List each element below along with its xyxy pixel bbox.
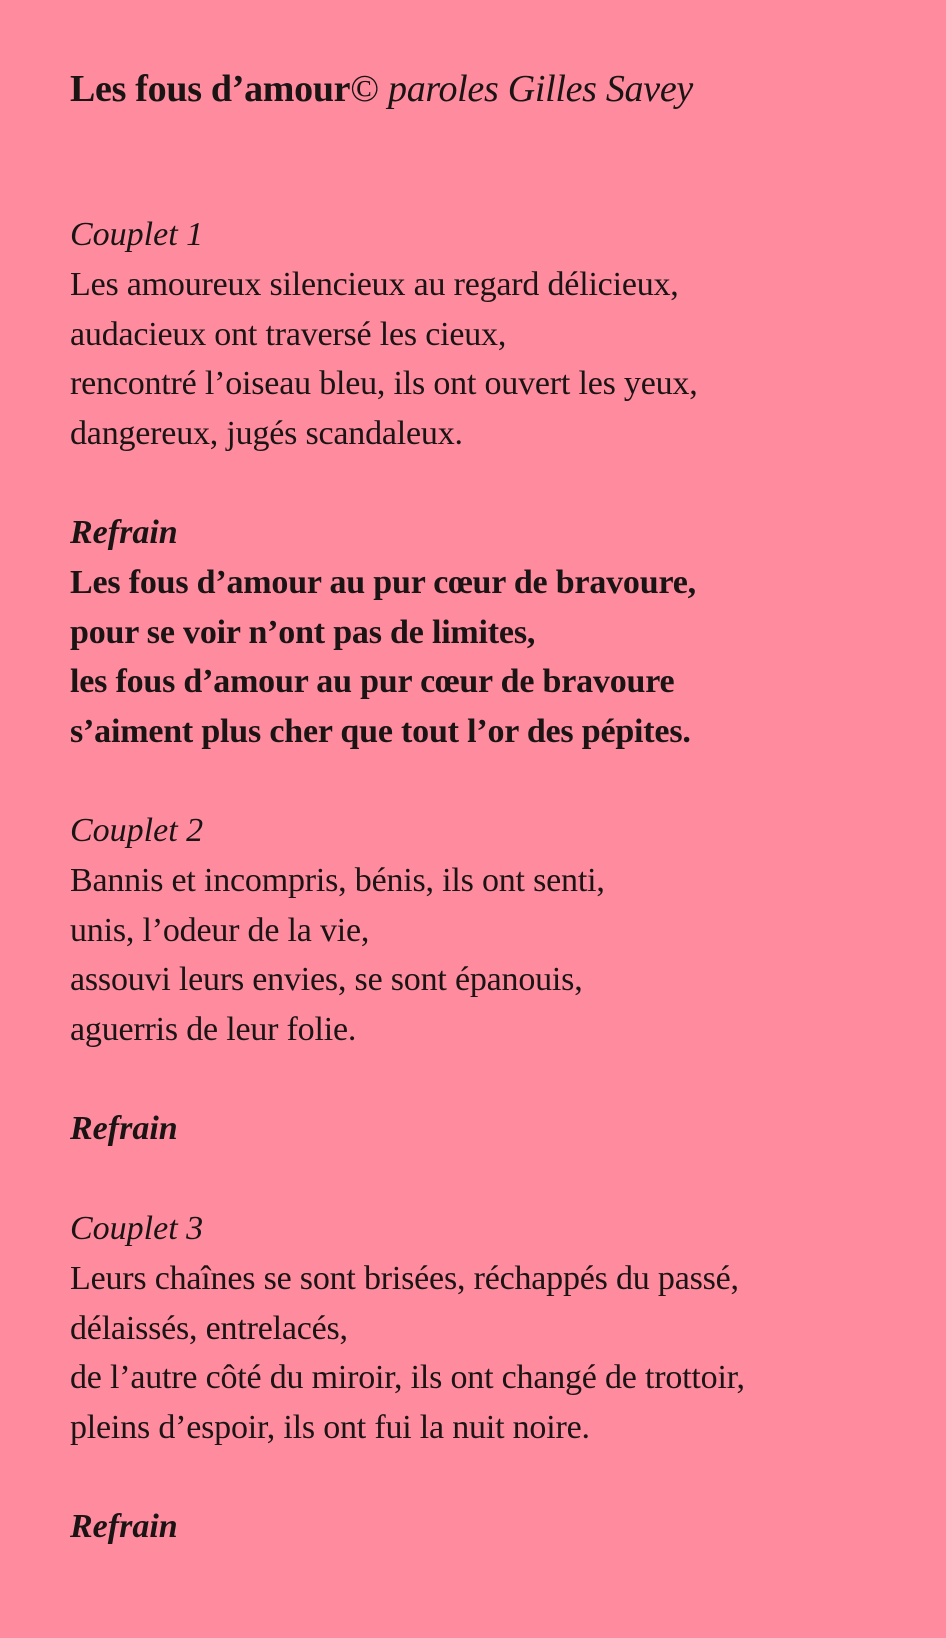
refrain-3 xyxy=(70,1502,946,1552)
refrain-3-label: Refrain xyxy=(70,1508,178,1545)
refrain-line-2: pour se voir n’ont pas de limites, xyxy=(70,613,536,651)
copyright-symbol: © xyxy=(350,68,379,110)
couplet-2-line-2: unis, l’odeur de la vie, xyxy=(70,911,370,949)
couplet-3 xyxy=(70,1204,946,1452)
song-author: paroles Gilles Savey xyxy=(388,68,693,110)
couplet-3-label: Couplet 3 xyxy=(70,1210,204,1247)
couplet-3-line-2: délaissés, entrelacés, xyxy=(70,1309,348,1347)
couplet-1-label: Couplet 1 xyxy=(70,216,204,253)
song-header xyxy=(70,58,946,120)
refrain-1-label: Refrain xyxy=(70,514,178,551)
couplet-2-label: Couplet 2 xyxy=(70,812,204,849)
couplet-1-line-3: rencontré l’oiseau bleu, ils ont ouvert les yeux, xyxy=(70,365,698,402)
refrain-line-4: s’aiment plus cher que tout l’or des pépites. xyxy=(70,712,691,750)
couplet-1-line-4: dangereux, jugés scandaleux. xyxy=(70,414,463,452)
couplet-3-line-1: Leurs chaînes se sont brisées, réchappés du passé, xyxy=(70,1260,739,1297)
refrain-line-3: les fous d’amour au pur cœur de bravoure xyxy=(70,663,675,700)
couplet-1 xyxy=(70,210,946,458)
couplet-2-line-3: assouvi leurs envies, se sont épanouis, xyxy=(70,961,583,998)
refrain-2 xyxy=(70,1104,946,1154)
couplet-1-line-2: audacieux ont traversé les cieux, xyxy=(70,315,507,353)
couplet-1-line-1: Les amoureux silencieux au regard délicieux, xyxy=(70,266,679,303)
couplet-2-line-4: aguerris de leur folie. xyxy=(70,1010,357,1048)
couplet-2 xyxy=(70,806,946,1054)
lyrics-body xyxy=(70,210,946,1552)
refrain-line-1: Les fous d’amour au pur cœur de bravoure, xyxy=(70,564,696,601)
couplet-3-line-4: pleins d’espoir, ils ont fui la nuit noire. xyxy=(70,1408,590,1446)
couplet-2-line-1: Bannis et incompris, bénis, ils ont senti, xyxy=(70,862,605,899)
refrain-2-label: Refrain xyxy=(70,1110,178,1147)
refrain-1 xyxy=(70,508,946,756)
song-title: Les fous d’amour xyxy=(70,68,351,110)
couplet-3-line-3: de l’autre côté du miroir, ils ont changé de trottoir, xyxy=(70,1359,745,1396)
